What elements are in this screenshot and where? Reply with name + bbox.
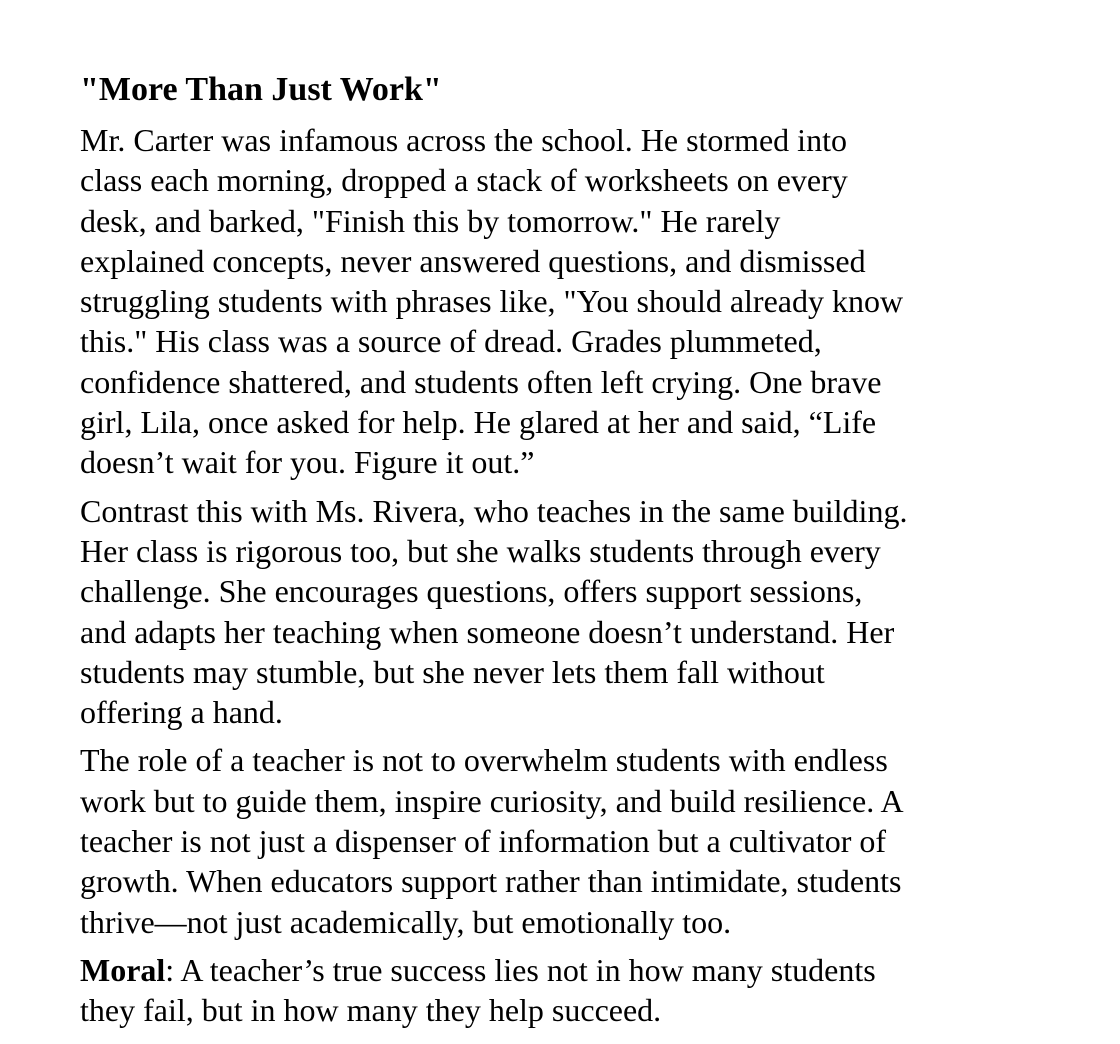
text-line: The role of a teacher is not to overwhelm students with endless xyxy=(80,742,888,779)
story-title: "More Than Just Work" xyxy=(80,71,442,108)
text-line: teacher is not just a dispenser of information but a cultivator of xyxy=(80,823,886,860)
text-line: growth. When educators support rather than intimidate, students xyxy=(80,863,902,900)
text-line: confidence shattered, and students often left crying. One brave xyxy=(80,363,882,400)
text-line: Contrast this with Ms. Rivera, who teaches in the same building. xyxy=(80,492,908,529)
paragraph-mr-carter xyxy=(80,120,1080,483)
text-line: struggling students with phrases like, "You should already know xyxy=(80,283,904,320)
story-document xyxy=(80,70,1080,1039)
text-line: desk, and barked, "Finish this by tomorrow." He rarely xyxy=(80,202,781,239)
text-line: Mr. Carter was infamous across the school. He stormed into xyxy=(80,122,847,158)
text-line: offering a hand. xyxy=(80,694,283,731)
moral-text: : A teacher’s true success lies not in how many students xyxy=(165,951,876,988)
text-line: this." His class was a source of dread. Grades plummeted, xyxy=(80,323,822,360)
moral-label: Moral xyxy=(80,951,166,988)
text-line: explained concepts, never answered questions, and dismissed xyxy=(80,242,866,279)
paragraph-moral xyxy=(80,950,1080,1031)
paragraph-ms-rivera xyxy=(80,491,1080,733)
moral-line xyxy=(80,950,1080,990)
text-line: Her class is rigorous too, but she walks students through every xyxy=(80,532,881,569)
text-line: thrive—not just academically, but emotionally too. xyxy=(80,903,732,940)
text-line: challenge. She encourages questions, offers support sessions, xyxy=(80,573,863,610)
text-line: girl, Lila, once asked for help. He glared at her and said, “Life xyxy=(80,404,877,441)
text-line: students may stumble, but she never lets them fall without xyxy=(80,653,825,690)
text-line: they fail, but in how many they help succeed. xyxy=(80,992,662,1029)
text-line: doesn’t wait for you. Figure it out.” xyxy=(80,444,535,481)
paragraph-role-of-teacher xyxy=(80,740,1080,941)
text-line: work but to guide them, inspire curiosity, and build resilience. A xyxy=(80,782,904,819)
text-line: and adapts her teaching when someone doesn’t understand. Her xyxy=(80,613,895,650)
text-line: class each morning, dropped a stack of worksheets on every xyxy=(80,162,848,199)
